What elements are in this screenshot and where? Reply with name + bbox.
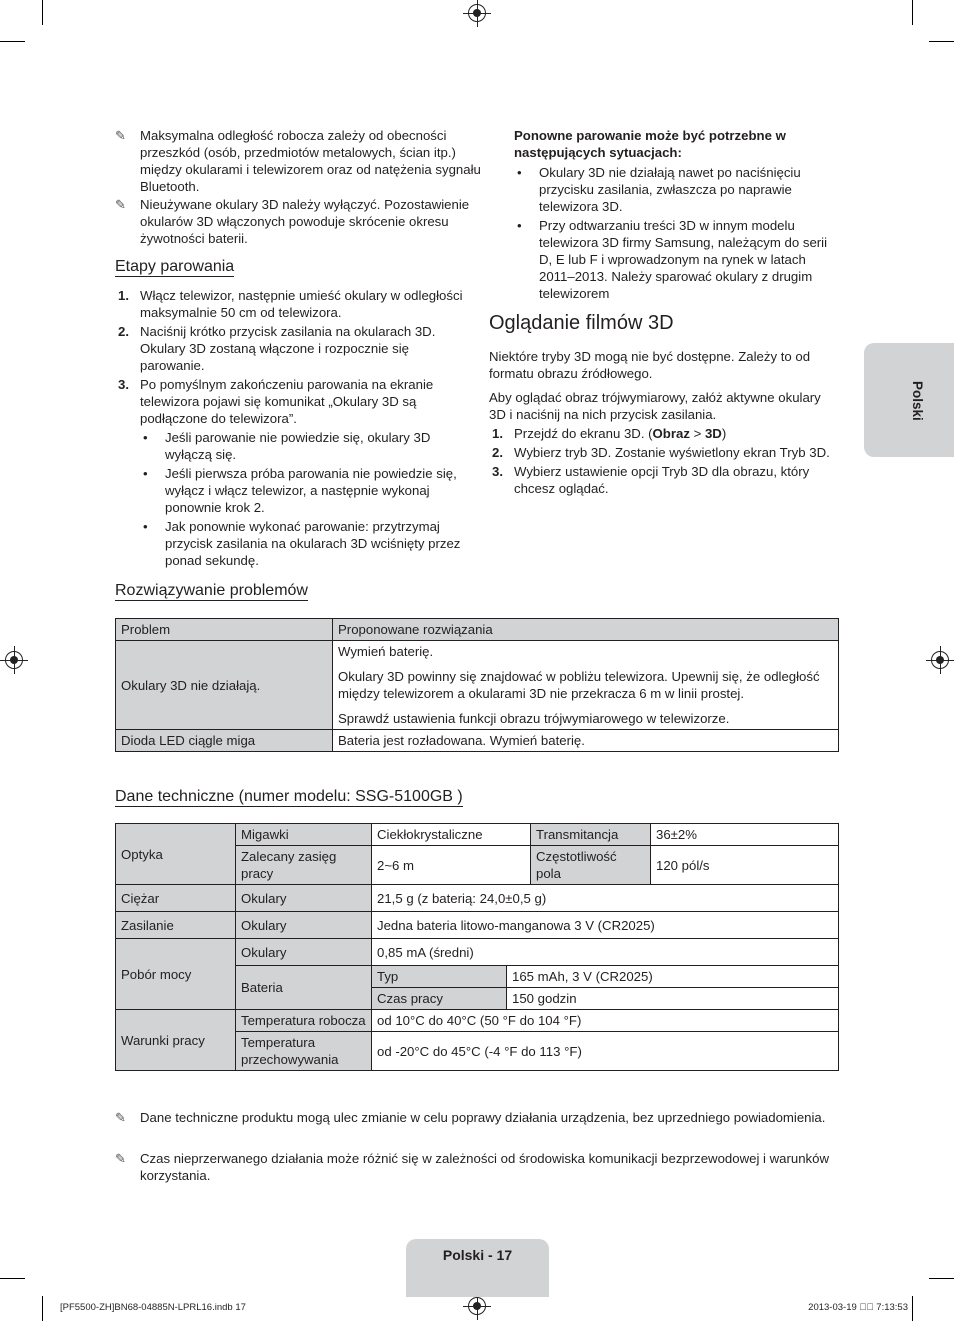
print-footer-left: [PF5500-ZH]BN68-04885N-LPRL16.indb 17 [60, 1302, 246, 1313]
section-heading: Rozwiązywanie problemów [115, 582, 308, 599]
section-title: Oglądanie filmów 3D [489, 312, 674, 334]
troubleshooting-table [115, 618, 839, 752]
pencil-note-icon: ✎ [115, 128, 126, 143]
table-cell: Temperatura robocza [236, 1010, 372, 1032]
section-heading: Dane techniczne (numer modelu: SSG-5100GB ) [115, 788, 463, 805]
section-heading: Etapy parowania [115, 258, 235, 275]
table-cell: Temperatura przechowywania [236, 1032, 372, 1071]
note: ✎ Maksymalna odległość robocza zależy od obecności przeszkód (osób, przedmiotów metalowych, ścian itp.) między okularami i telewizorem oraz od natężenia sygnału Bluetooth. [115, 128, 481, 194]
table-cell: Migawki [236, 824, 372, 846]
table-row [116, 641, 839, 663]
table-cell: Zalecany zasięg pracy [236, 846, 372, 885]
table-row [116, 1010, 839, 1032]
table-cell: Okulary 3D powinny się znajdować w pobliżu telewizora. Upewnij się, że odległość między telewizorem a okularami 3D nie przekracza 6 m w linii prostej. [333, 662, 839, 704]
registration-mark-icon [468, 4, 486, 22]
bullet-item: • Okulary 3D nie działają nawet po naciśnięciu przycisku zasilania, zwłaszcza po naprawie telewizora 3D. [514, 164, 839, 215]
table-cell: Ciężar [116, 885, 236, 912]
crop-mark [929, 41, 954, 42]
table-cell: Optyka [116, 824, 236, 885]
pairing-steps [115, 287, 465, 571]
list-item: 2. Wybierz tryb 3D. Zostanie wyświetlony ekran Tryb 3D. [492, 445, 830, 460]
table-row [116, 730, 839, 752]
print-footer-right: 2013-03-19 ￿￿ 7:13:53 [808, 1302, 908, 1313]
table-cell: Warunki pracy [116, 1010, 236, 1071]
crop-mark [912, 1296, 913, 1321]
watch-steps [489, 425, 839, 499]
pencil-note-icon: ✎ [115, 1151, 126, 1166]
table-cell: Okulary [236, 939, 372, 966]
table-cell: Ciekłokrystaliczne [372, 824, 531, 846]
pencil-note-icon: ✎ [115, 197, 126, 212]
list-item: 2. Naciśnij krótko przycisk zasilania na okularach 3D. Okulary 3D zostaną włączone i rozpocznie się parowanie. [118, 324, 436, 373]
table-cell: 120 pól/s [651, 846, 839, 885]
paragraph: Niektóre tryby 3D mogą nie być dostępne. Zależy to od formatu obrazu źródłowego. [489, 349, 811, 381]
crop-mark [42, 0, 43, 25]
crop-mark [0, 41, 25, 42]
table-cell: od 10°C do 40°C (50 °F do 104 °F) [372, 1010, 839, 1032]
table-cell: Sprawdź ustawienia funkcji obrazu trójwymiarowego w telewizorze. [333, 704, 839, 730]
table-row [116, 824, 839, 846]
table-header-cell: Problem [116, 619, 333, 641]
table-cell: Zasilanie [116, 912, 236, 939]
table-cell: Bateria [236, 966, 372, 1010]
bullet-item: • Jeśli pierwsza próba parowania nie powiedzie się, wyłącz i włącz telewizor, a następnie wykonaj ponownie krok 2. [140, 465, 465, 516]
page-number: Polski - 17 [406, 1239, 549, 1297]
table-cell: Typ [372, 966, 507, 988]
sub-bullets [115, 429, 465, 569]
table-cell: od -20°C do 45°C (-4 °F do 113 °F) [372, 1032, 839, 1071]
note: ✎ Nieużywane okulary 3D należy wyłączyć. Pozostawienie okularów 3D włączonych powoduje skrócenie okresu żywotności baterii. [115, 197, 470, 246]
table-cell: Okulary 3D nie działają. [116, 641, 333, 730]
table-cell: Jedna bateria litowo-manganowa 3 V (CR2025) [372, 912, 839, 939]
note: ✎ Czas nieprzerwanego działania może różnić się w zależności od środowiska komunikacji bezprzewodowej i warunków korzystania. [115, 1151, 830, 1183]
table-cell: 150 godzin [507, 988, 839, 1010]
table-cell: Bateria jest rozładowana. Wymień baterię. [333, 730, 839, 752]
bullet-item: • Jak ponownie wykonać parowanie: przytrzymaj przycisk zasilania na okularach 3D wciśnięty przez ponad sekundę. [140, 518, 465, 569]
table-cell: 2~6 m [372, 846, 531, 885]
table-cell: Częstotliwość pola [531, 846, 651, 885]
note: ✎ Dane techniczne produktu mogą ulec zmianie w celu poprawy działania urządzenia, bez uprzedniego powiadomienia. [115, 1110, 826, 1125]
list-item: 1. Włącz telewizor, następnie umieść okulary w odległości maksymalnie 50 cm od telewizora. [118, 288, 463, 320]
table-row [116, 912, 839, 939]
table-cell: 165 mAh, 3 V (CR2025) [507, 966, 839, 988]
specs-table [115, 823, 839, 1071]
table-cell: Transmitancja [531, 824, 651, 846]
table-cell: 21,5 g (z baterią: 24,0±0,5 g) [372, 885, 839, 912]
bullet-item: • Przy odtwarzaniu treści 3D w innym modelu telewizora 3D firmy Samsung, należącym do serii D, E lub F i wprowadzonym na rynek w latach 2011–2013. Należy sparować okulary z drugim telewizorem [514, 217, 839, 302]
paragraph: Aby oglądać obraz trójwymiarowy, załóż aktywne okulary 3D i naciśnij na nich przycisk zasilania. [489, 390, 821, 422]
table-cell: 0,85 mA (średni) [372, 939, 839, 966]
repair-intro: Ponowne parowanie może być potrzebne w następujących sytuacjach: [514, 128, 786, 160]
crop-mark [42, 1296, 43, 1321]
crop-mark [0, 1278, 25, 1279]
list-item: 3. Po pomyślnym zakończeniu parowania na ekranie telewizora pojawi się komunikat „Okulary 3D są podłączone do telewizora”. [118, 377, 434, 426]
registration-mark-icon [468, 1297, 486, 1315]
table-cell: Okulary [236, 885, 372, 912]
table-header-cell: Proponowane rozwiązania [333, 619, 839, 641]
table-row [116, 619, 839, 641]
bullet-item: • Jeśli parowanie nie powiedzie się, okulary 3D wyłączą się. [140, 429, 465, 463]
table-cell: Dioda LED ciągle miga [116, 730, 333, 752]
pencil-note-icon: ✎ [115, 1110, 126, 1125]
registration-mark-icon [5, 651, 23, 669]
table-cell: Wymień baterię. [333, 641, 839, 663]
list-item: 3. Wybierz ustawienie opcji Tryb 3D dla obrazu, który chcesz oglądać. [492, 464, 810, 496]
table-row [116, 885, 839, 912]
table-row [116, 939, 839, 966]
language-tab: Polski [864, 343, 954, 457]
crop-mark [912, 0, 913, 25]
table-cell: Czas pracy [372, 988, 507, 1010]
list-item: 1. Przejdź do ekranu 3D. (Obraz > 3D) [492, 426, 727, 441]
crop-mark [929, 1278, 954, 1279]
table-cell: 36±2% [651, 824, 839, 846]
table-cell: Pobór mocy [116, 939, 236, 1010]
registration-mark-icon [931, 651, 949, 669]
table-cell: Okulary [236, 912, 372, 939]
repair-bullets [514, 164, 839, 304]
